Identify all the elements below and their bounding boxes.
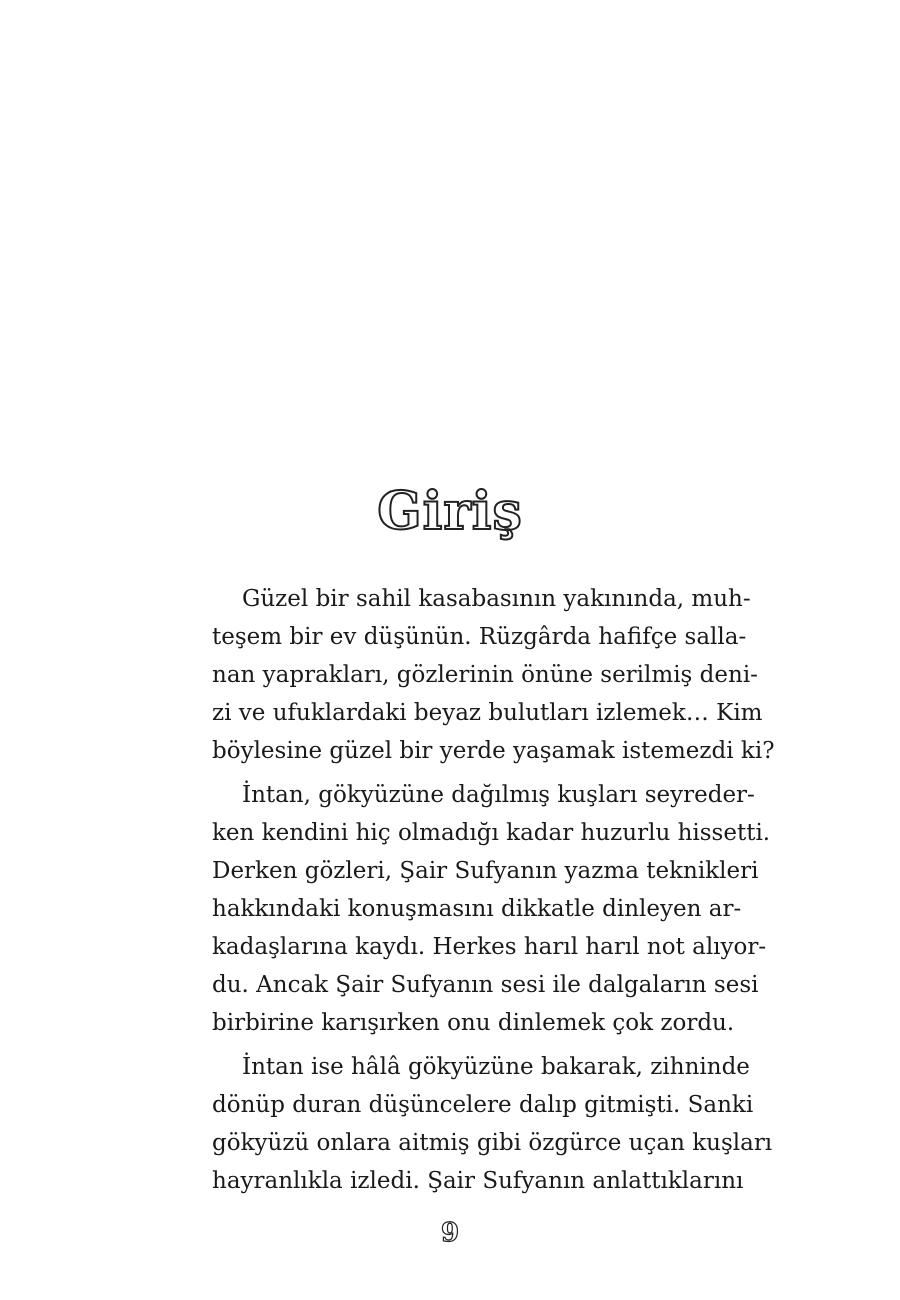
body-text [212,580,775,1200]
text-line: zi ve ufuklardaki beyaz bulutları izlemek… Kim [212,700,763,726]
text-line: Güzel bir sahil kasabasının yakınında, muh- [242,586,751,612]
text-line: birbirine karışırken onu dinlemek çok zordu. [212,1010,735,1036]
text-line: İntan ise hâlâ gökyüzüne bakarak, zihninde [242,1054,750,1080]
text-line: dönüp duran düşüncelere dalıp gitmişti. Sanki [212,1092,754,1118]
text-line: du. Ancak Şair Sufyanın sesi ile dalgaların sesi [212,972,759,998]
text-line: böylesine güzel bir yerde yaşamak istemezdi ki? [212,738,775,764]
paragraph [212,580,775,770]
text-line: hakkındaki konuşmasını dikkatle dinleyen ar- [212,896,742,922]
text-line: kadaşlarına kaydı. Herkes harıl harıl not alıyor- [212,934,767,960]
paragraph [212,776,771,1042]
text-line: hayranlıkla izledi. Şair Sufyanın anlattıklarını [212,1168,744,1194]
text-line: ken kendini hiç olmadığı kadar huzurlu hissetti. [212,820,771,846]
paragraph [212,1048,773,1200]
text-line: Derken gözleri, Şair Sufyanın yazma teknikleri [212,858,759,884]
text-line: teşem bir ev düşünün. Rüzgârda hafifçe salla- [212,624,747,650]
chapter-title: Giriş [377,481,523,542]
page-number: 9 [440,1218,460,1248]
text-line: nan yaprakları, gözlerinin önüne serilmiş deni- [212,662,758,688]
text-line: gökyüzü onlara aitmiş gibi özgürce uçan kuşları [212,1130,773,1156]
text-line: İntan, gökyüzüne dağılmış kuşları seyreder- [242,782,755,808]
